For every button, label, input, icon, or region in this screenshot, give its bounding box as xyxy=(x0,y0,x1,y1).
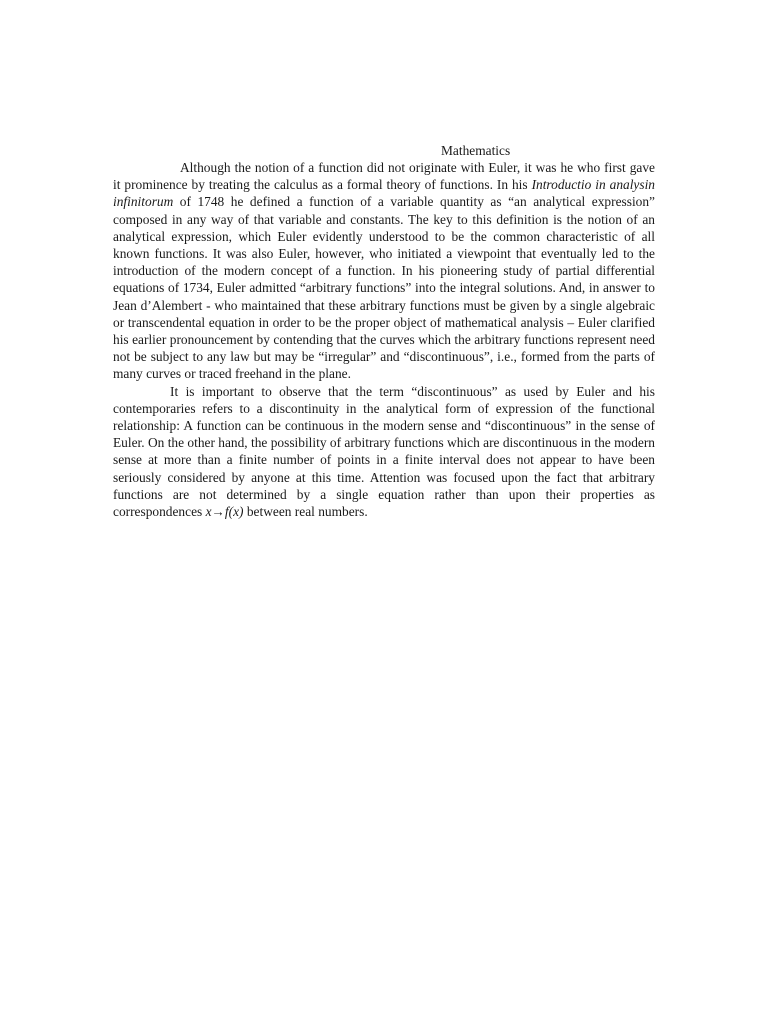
document-title: Mathematics xyxy=(441,143,511,158)
paragraph-1-text-b: of 1748 he defined a function of a variable quantity as “an analytical expression” composed in any way of that variable and constants. The key to this definition is the notion of an analytical expression, which Euler evidently understood to be the common characteristic of all known functions. It was also Euler, however, who initiated a viewpoint that eventually led to the introduction of the modern concept of a function. In his pioneering study of partial differential equations of 1734, Euler admitted “arbitrary functions” into the integral solutions. And, in answer to Jean d’Alembert - who maintained that these arbitrary functions must be given by a single algebraic or transcendental equation in order to be the proper object of mathematical analysis – Euler clarified his earlier pronouncement by contending that the curves which the arbitrary functions represent need not be subject to any law but may be “irregular” and “discontinuous”, i.e., formed from the parts of many curves or traced freehand in the plane. xyxy=(113,194,655,382)
paragraph-1 xyxy=(113,159,655,383)
function-mapping-formula: x→f(x) xyxy=(205,504,244,520)
paragraph-2-text-a: It is important to observe that the term “discontinuous” as used by Euler and his contemporaries refers to a discontinuity in the analytical form of expression of the functional relationship: A function can be continuous in the modern sense and “discontinuous” in the sense of Euler. On the other hand, the possibility of arbitrary functions which are discontinuous in the modern sense at more than a finite number of points in a finite interval does not appear to have been seriously considered by anyone at this time. Attention was focused upon the fact that arbitrary functions are not determined by a single equation rather than upon their properties as correspondences xyxy=(113,383,655,520)
document-body xyxy=(113,159,655,520)
paragraph-2 xyxy=(113,383,655,521)
paragraph-1-text-a: Although the notion of a function did not originate with Euler, it was he who first gave it prominence by treating the calculus as a formal theory of functions. In his xyxy=(113,160,655,193)
work-title: Introductio in analysin infinitorum xyxy=(113,177,656,210)
paragraph-2-text-b: between real numbers. xyxy=(243,504,368,520)
